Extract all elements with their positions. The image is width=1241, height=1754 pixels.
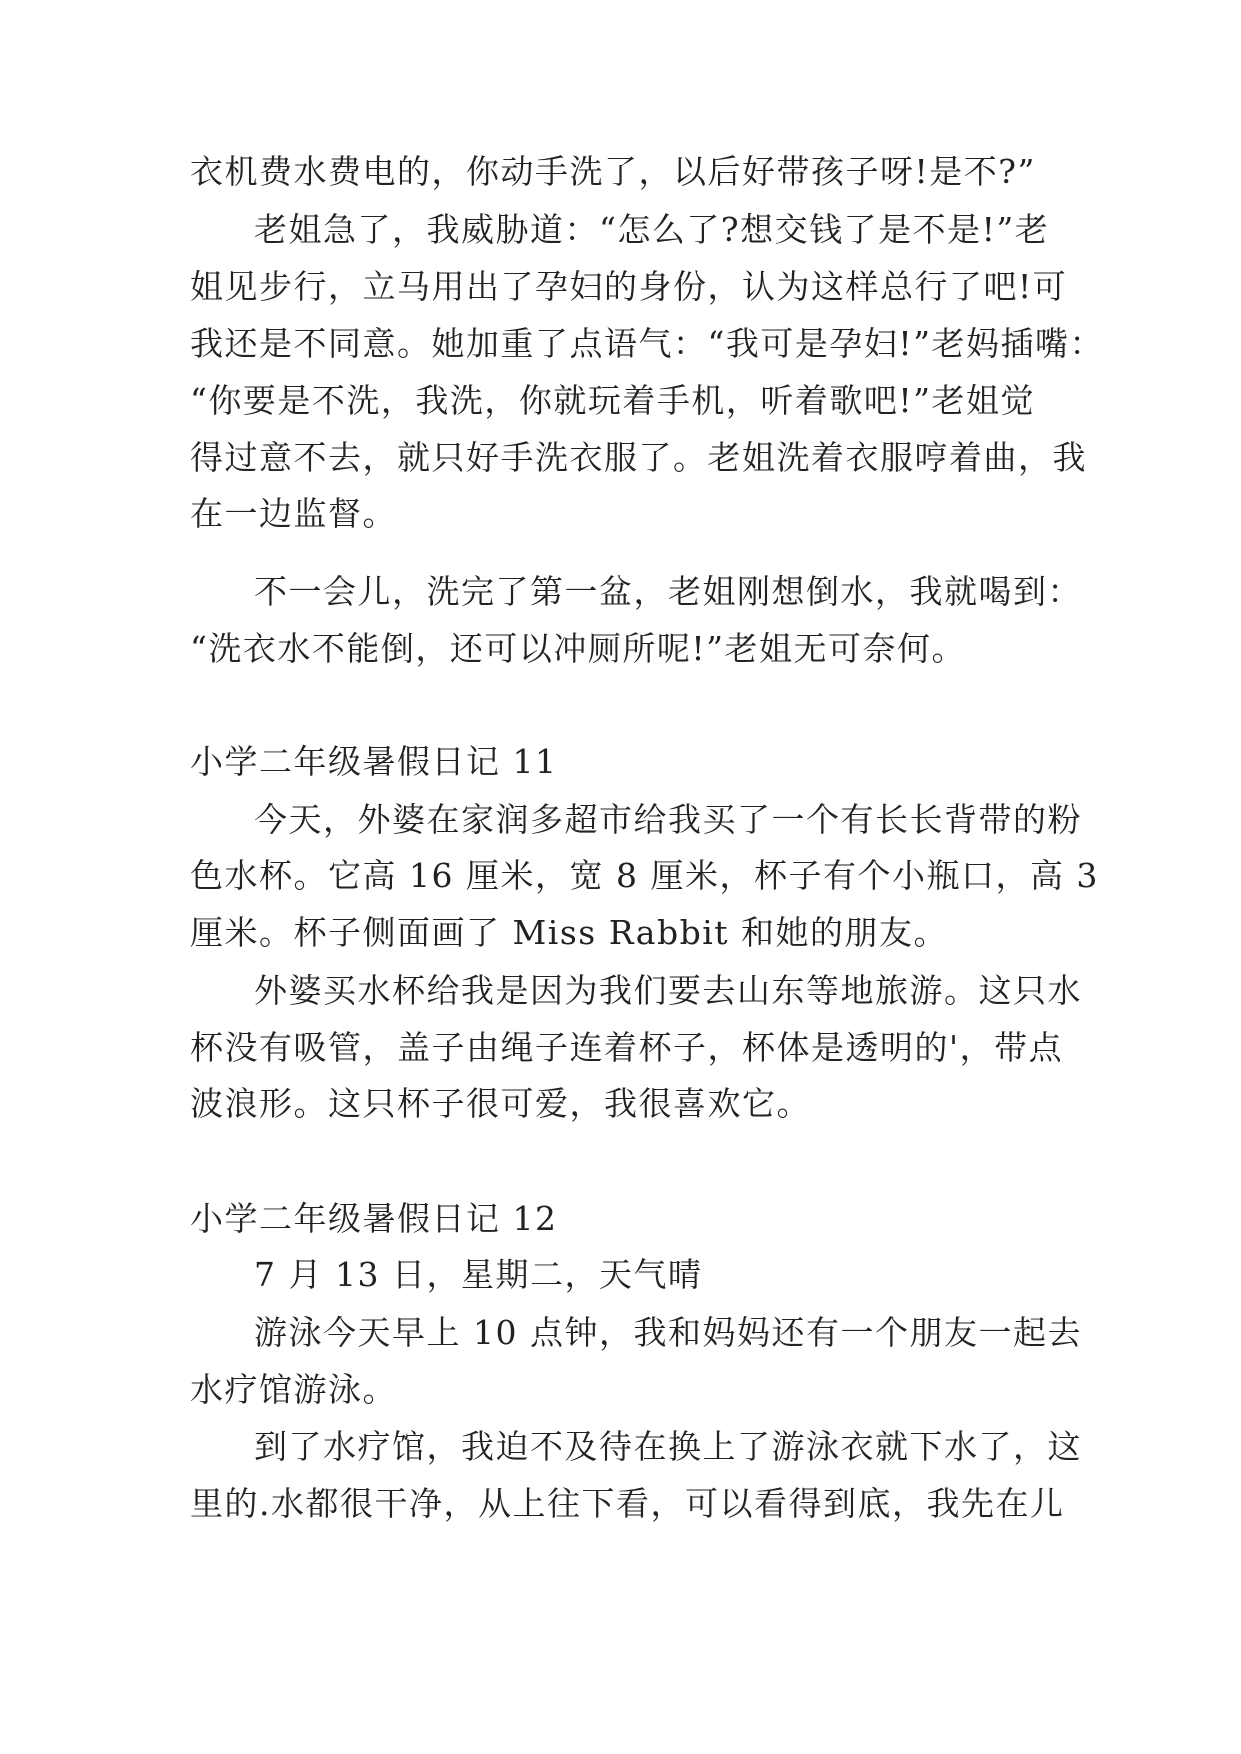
paragraph-line: 老姐急了，我威胁道：“怎么了?想交钱了是不是!”老 [254,210,1050,249]
paragraph-line: 色水杯。它高 16 厘米，宽 8 厘米，杯子有个小瓶口，高 3 [190,856,1099,895]
paragraph-line: “洗衣水不能倒，还可以冲厕所呢!”老姐无可奈何。 [190,629,967,668]
paragraph-line: 姐见步行，立马用出了孕妇的身份，认为这样总行了吧!可 [190,267,1068,306]
paragraph-line: 得过意不去，就只好手洗衣服了。老姐洗着衣服哼着曲，我 [190,438,1087,477]
paragraph-line: 我还是不同意。她加重了点语气：“我可是孕妇!”老妈插嘴： [190,324,1105,363]
section-heading: 小学二年级暑假日记 12 [190,1199,558,1238]
paragraph-line: 今天，外婆在家润多超市给我买了一个有长长背带的粉 [254,800,1082,839]
paragraph-line: 波浪形。这只杯子很可爱，我很喜欢它。 [190,1084,811,1123]
paragraph-line: 衣机费水费电的，你动手洗了，以后好带孩子呀!是不?” [190,152,1036,191]
paragraph-line: 厘米。杯子侧面画了 Miss Rabbit 和她的朋友。 [190,913,949,952]
date-line: 7 月 13 日，星期二，天气晴 [254,1255,703,1294]
paragraph-line: 在一边监督。 [190,494,397,533]
paragraph-line: 游泳今天早上 10 点钟，我和妈妈还有一个朋友一起去 [254,1313,1082,1352]
paragraph-line: 里的.水都很干净，从上往下看，可以看得到底，我先在儿 [190,1484,1065,1523]
paragraph-line: 到了水疗馆，我迫不及待在换上了游泳衣就下水了，这 [254,1427,1082,1466]
paragraph-line: 杯没有吸管，盖子由绳子连着杯子，杯体是透明的'，带点 [190,1028,1064,1067]
paragraph-line: 不一会儿，洗完了第一盆，老姐刚想倒水，我就喝到： [254,572,1082,611]
paragraph-line: 外婆买水杯给我是因为我们要去山东等地旅游。这只水 [254,971,1082,1010]
paragraph-line: “你要是不洗，我洗，你就玩着手机，听着歌吧!”老姐觉 [190,381,1036,420]
paragraph-line: 水疗馆游泳。 [190,1370,397,1409]
section-heading: 小学二年级暑假日记 11 [190,742,558,781]
